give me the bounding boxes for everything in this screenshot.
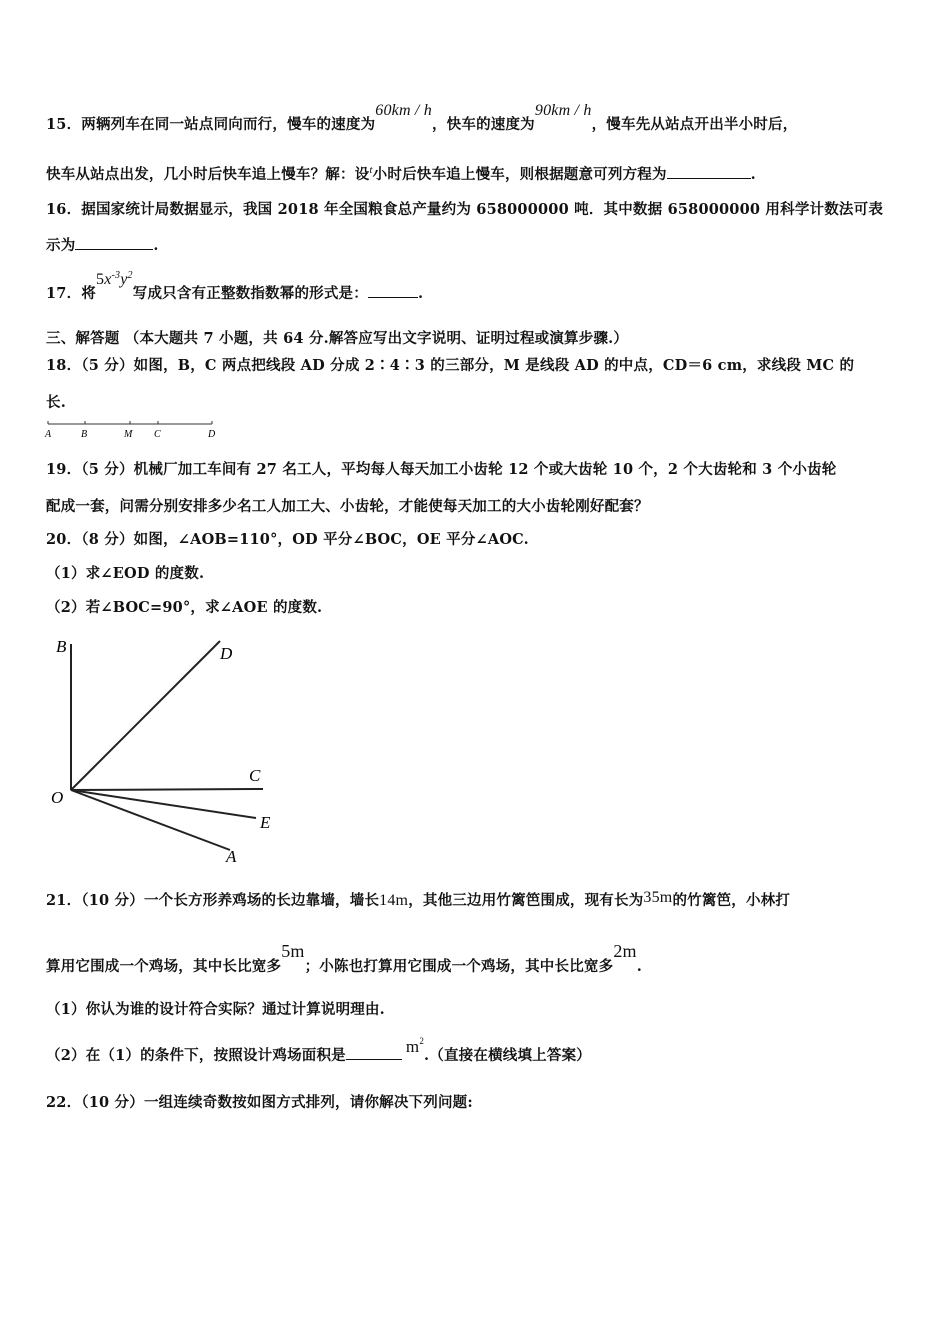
slow-speed: 60km / h — [375, 102, 432, 119]
ray-od — [71, 641, 220, 790]
q15-line1: 15．两辆列车在同一站点同向而行，慢车的速度为60km / h，快车的速度为90km / h，慢车先从站点开出半小时后， — [46, 102, 798, 133]
label-m: M — [124, 429, 133, 440]
q22-line1: 22．（10 分）一组连续奇数按如图方式排列，请你解决下列问题: — [46, 1094, 473, 1111]
fig-label-o: O — [51, 788, 64, 807]
label-b: B — [81, 429, 88, 440]
q17-line: 17．将$5x^{-3}y^2$写成只含有正整数指数幂的形式是： . — [46, 270, 424, 302]
q18-line2: 长. — [46, 394, 66, 411]
label-c: C — [154, 429, 161, 440]
diff-5m: 5m — [281, 941, 305, 961]
q20-part2: （2）若∠BOC=90°，求∠AOE 的度数. — [46, 599, 323, 616]
fig-label-e: E — [260, 813, 271, 832]
answer-blank-17[interactable] — [368, 296, 418, 298]
answer-blank-16[interactable] — [75, 248, 153, 250]
q21-part1: （1）你认为谁的设计符合实际？通过计算说明理由. — [46, 1001, 385, 1018]
ray-oc — [71, 789, 263, 790]
angle-figure — [44, 630, 284, 870]
label-a: A — [45, 429, 52, 440]
label-d: D — [208, 429, 216, 440]
q16-line1: 16．据国家统计局数据显示，我国 2018 年全国粮食总产量约为 658000000 吨．其中数据 658000000 用科学计数法可表 — [46, 201, 884, 218]
q15-line2: 快车从站点出发，几小时后快车追上慢车？解：设$^t$小时后快车追上慢车，则根据题意可列方程为 . — [46, 164, 756, 183]
fig-label-c: C — [249, 766, 261, 785]
fig-label-b: B — [56, 637, 67, 656]
fence-length: 35m — [643, 889, 673, 906]
answer-blank-15[interactable] — [667, 177, 751, 179]
answer-blank-21[interactable] — [346, 1058, 402, 1060]
segment-figure — [40, 418, 230, 442]
expression: $5x^{-3}y^2$ — [95, 270, 133, 288]
q16-line2: 示为 . — [46, 237, 159, 254]
area-unit: $m^2$ — [405, 1036, 425, 1056]
fig-label-d: D — [220, 644, 233, 663]
q19-line1: 19．（5 分）机械厂加工车间有 27 名工人，平均每人每天加工小齿轮 12 个或大齿轮 10 个，2 个大齿轮和 3 个小齿轮 — [46, 461, 837, 478]
q19-line2: 配成一套，问需分别安排多少名工人加工大、小齿轮，才能使每天加工的大小齿轮刚好配套？ — [46, 498, 649, 515]
var-t: t — [369, 164, 373, 176]
q21-part2: （2）在（1）的条件下，按照设计鸡场面积是 $m^2$.（直接在横线填上答案） — [46, 1036, 591, 1064]
ray-oa — [71, 790, 230, 850]
section-heading: 三、解答题 （本大题共 7 小题，共 64 分.解答应写出文字说明、证明过程或演算步骤.） — [46, 330, 629, 347]
wall-length: 14m — [379, 892, 409, 909]
fig-label-a: A — [226, 847, 237, 866]
ray-oe — [71, 790, 256, 818]
q21-line2: 算用它围成一个鸡场，其中长比宽多5m；小陈也打算用它围成一个鸡场，其中长比宽多2m. — [46, 941, 642, 975]
q20-part1: （1）求∠EOD 的度数. — [46, 565, 205, 582]
q20-line1: 20．（8 分）如图，∠AOB=110°，OD 平分∠BOC，OE 平分∠AOC. — [46, 531, 529, 548]
q21-line1: 21．（10 分）一个长方形养鸡场的长边靠墙，墙长14m，其他三边用竹篱笆围成，现有长为35m的竹篱笆，小林打 — [46, 889, 791, 909]
fast-speed: 90km / h — [534, 102, 592, 119]
q18-line1: 18．（5 分）如图，B，C 两点把线段 AD 分成 2∶4∶3 的三部分，M 是线段 AD 的中点，CD＝6 cm，求线段 MC 的 — [46, 357, 855, 374]
diff-2m: 2m — [613, 941, 637, 961]
